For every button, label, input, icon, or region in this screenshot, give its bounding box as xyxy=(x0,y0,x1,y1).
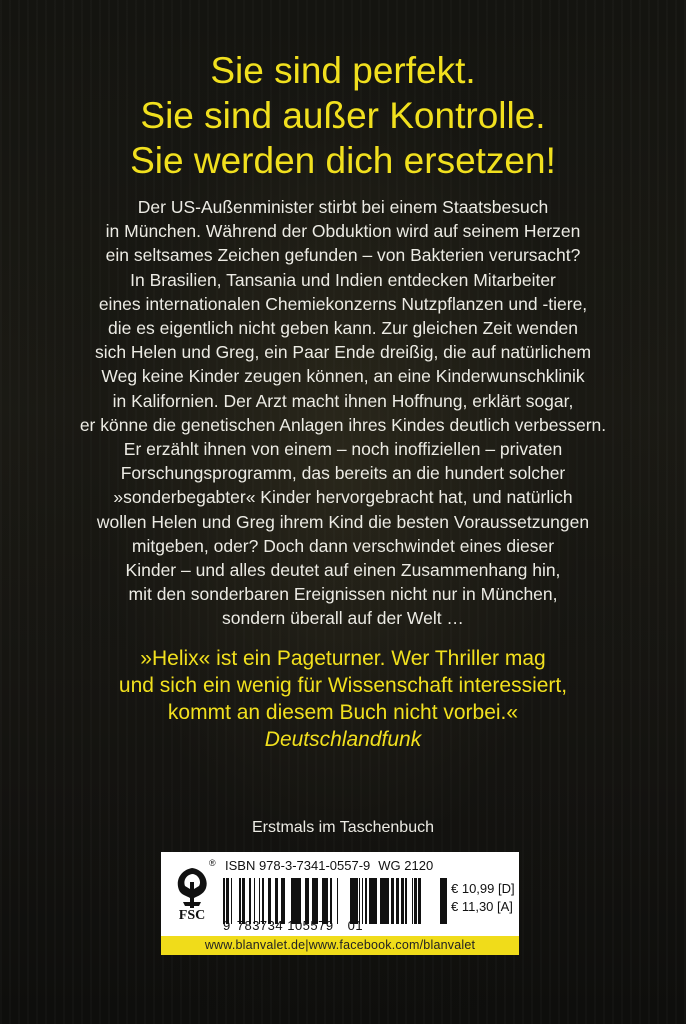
blurb-text xyxy=(50,195,636,631)
registered-mark: ® xyxy=(209,858,216,868)
wg-code: WG 2120 xyxy=(378,858,434,873)
barcode-digit-lead: 9 xyxy=(223,918,231,933)
blurb-line: Er erzählt ihnen von einem – noch inoffiziellen – privaten xyxy=(123,439,563,460)
barcode-digits xyxy=(223,918,443,933)
barcode-digits-addon: 01 xyxy=(347,918,364,933)
headline xyxy=(0,48,686,183)
quote-source: Deutschlandfunk xyxy=(264,728,422,751)
blurb-line: die es eigentlich nicht geben kann. Zur gleichen Zeit wenden xyxy=(108,318,578,339)
isbn-line xyxy=(225,858,433,873)
quote-line: kommt an diesem Buch nicht vorbei.« xyxy=(167,701,519,724)
quote-line: »Helix« ist ein Pageturner. Wer Thriller mag xyxy=(140,647,546,670)
blurb-line: eines internationalen Chemiekonzerns Nutzpflanzen und -tiere, xyxy=(98,293,588,314)
review-quote xyxy=(0,645,686,753)
blurb-line: in München. Während der Obduktion wird auf seinem Herzen xyxy=(105,221,581,242)
barcode-digits-main: 783734 105579 xyxy=(236,918,334,933)
fsc-logo-text: FSC xyxy=(178,908,206,923)
blurb-line: er könne die genetischen Anlagen ihres Kindes deutlich verbessern. xyxy=(79,414,607,435)
blurb-line: mitgeben, oder? Doch dann verschwindet eines dieser xyxy=(131,535,555,556)
blurb-line: Der US-Außenminister stirbt bei einem Staatsbesuch xyxy=(137,197,549,217)
blurb-line: Kinder – und alles deutet auf einen Zusammenhang hin, xyxy=(125,560,561,581)
blurb-line: wollen Helen und Greg ihrem Kind die besten Voraussetzungen xyxy=(96,511,590,532)
blurb-line: In Brasilien, Tansania und Indien entdecken Mitarbeiter xyxy=(130,269,556,290)
edition-note: Erstmals im Taschenbuch xyxy=(252,819,434,836)
barcode-label xyxy=(161,852,519,955)
blurb-line: Weg keine Kinder zeugen können, an eine Kinderwunschklinik xyxy=(101,366,585,387)
headline-line: Sie werden dich ersetzen! xyxy=(130,140,556,181)
blurb-line: ein seltsames Zeichen gefunden – von Bakterien verursacht? xyxy=(105,245,581,266)
isbn-number: ISBN 978-3-7341-0557-9 xyxy=(225,858,371,873)
quote-line: und sich ein wenig für Wissenschaft interessiert, xyxy=(118,674,568,697)
price-list xyxy=(451,880,515,916)
blurb-line: sondern überall auf der Welt … xyxy=(222,608,464,629)
price-de: € 10,99 [D] xyxy=(451,881,515,896)
blurb-line: Forschungsprogramm, das bereits an die hundert solcher xyxy=(120,463,566,484)
blurb-line: sich Helen und Greg, ein Paar Ende dreißig, die auf natürlichem xyxy=(94,342,592,363)
headline-line: Sie sind perfekt. xyxy=(210,50,476,91)
blurb-line: mit den sonderbaren Ereignissen nicht nur in München, xyxy=(128,584,558,605)
price-at: € 11,30 [A] xyxy=(451,899,513,914)
headline-line: Sie sind außer Kontrolle. xyxy=(140,95,546,136)
blurb-line: in Kalifornien. Der Arzt macht ihnen Hoffnung, erklärt sogar, xyxy=(112,390,574,411)
blurb-line: »sonderbegabter« Kinder hervorgebracht hat, und natürlich xyxy=(113,487,573,508)
publisher-web-strip: www.blanvalet.de|www.facebook.com/blanvalet xyxy=(161,936,519,955)
